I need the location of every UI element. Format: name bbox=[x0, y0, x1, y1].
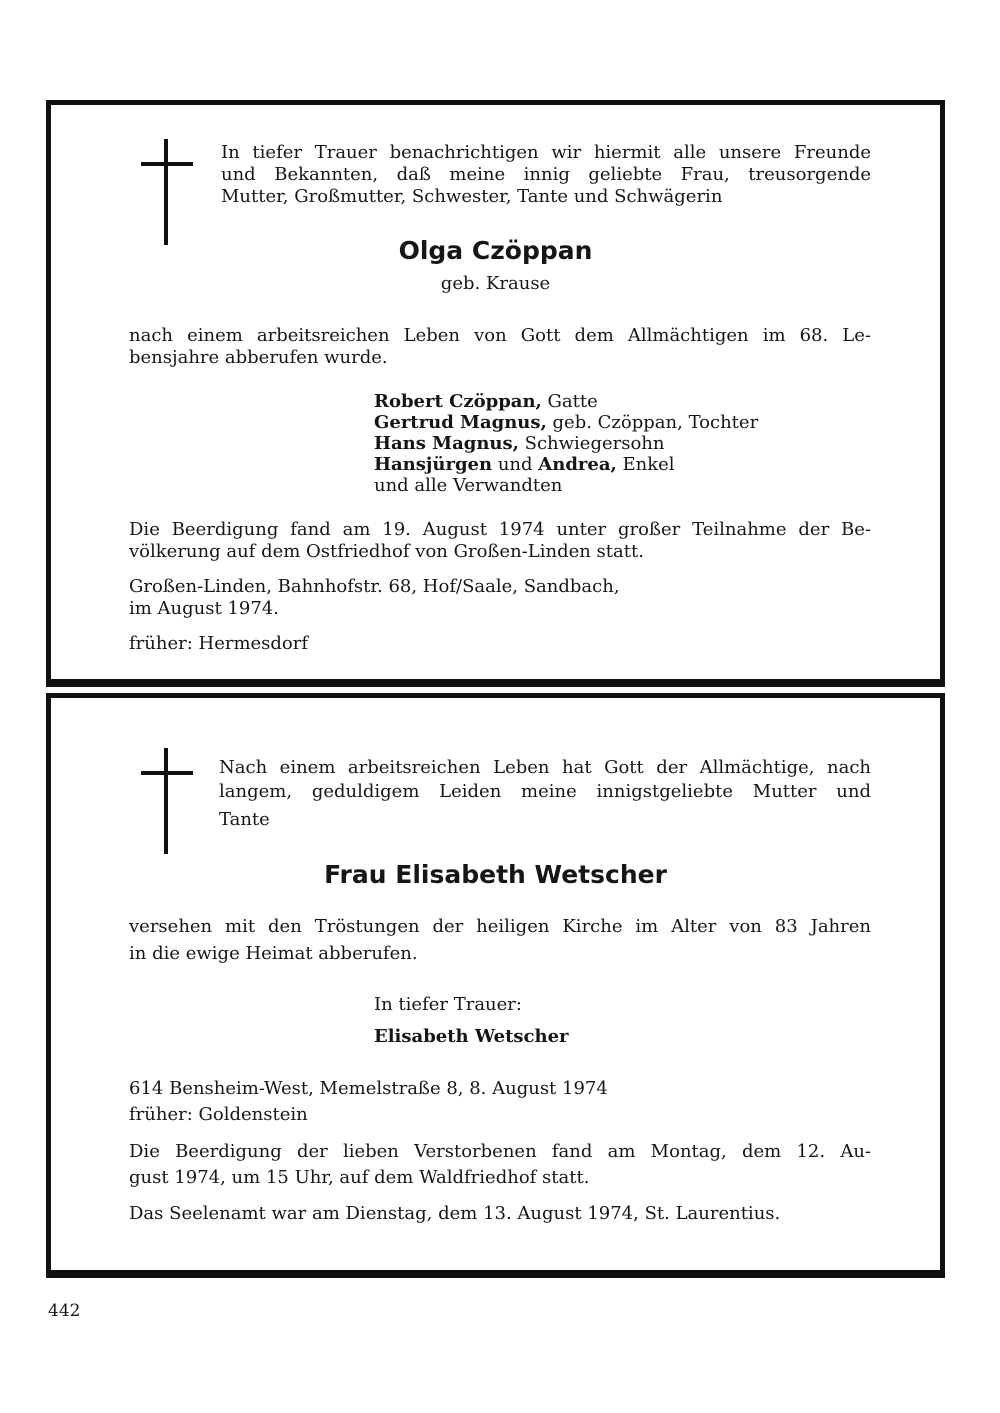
funeral-line: Die Beerdigung fand am 19. August 1974 unter großer Teilnahme der Be- bbox=[129, 519, 871, 540]
intro-line: Mutter, Großmutter, Schwester, Tante und Schwägerin bbox=[221, 186, 723, 207]
mourner-name: Elisabeth Wetscher bbox=[374, 1026, 569, 1047]
funeral-line: gust 1974, um 15 Uhr, auf dem Waldfriedhof statt. bbox=[129, 1167, 590, 1188]
body-line: in die ewige Heimat abberufen. bbox=[129, 943, 418, 964]
mourner-line: Hans Magnus, Schwiegersohn bbox=[374, 433, 665, 454]
address-line: früher: Goldenstein bbox=[129, 1104, 308, 1125]
body-line: nach einem arbeitsreichen Leben von Gott dem Allmächtigen im 68. Le- bbox=[129, 325, 871, 346]
body-line: versehen mit den Tröstungen der heiligen Kirche im Alter von 83 Jahren bbox=[129, 916, 871, 937]
intro-line: und Bekannten, daß meine innig geliebte Frau, treusorgende bbox=[221, 164, 871, 185]
intro-line: langem, geduldigem Leiden meine innigstgeliebte Mutter und bbox=[219, 781, 871, 802]
obituary-notice-czoeppan bbox=[46, 100, 945, 687]
obituary-notice-wetscher bbox=[46, 693, 945, 1278]
body-line: bensjahre abberufen wurde. bbox=[129, 347, 388, 368]
intro-line: In tiefer Trauer benachrichtigen wir hiermit alle unsere Freunde bbox=[221, 142, 871, 163]
cross-icon bbox=[141, 139, 193, 245]
mourner-line: Robert Czöppan, Gatte bbox=[374, 391, 598, 412]
place-line: Großen-Linden, Bahnhofstr. 68, Hof/Saale, Sandbach, bbox=[129, 576, 620, 597]
place-line: im August 1974. bbox=[129, 598, 279, 619]
mourner-line: und alle Verwandten bbox=[374, 475, 563, 496]
mourner-line: Gertrud Magnus, geb. Czöppan, Tochter bbox=[374, 412, 759, 433]
maiden-name: geb. Krause bbox=[440, 273, 551, 294]
mass-line: Das Seelenamt war am Dienstag, dem 13. August 1974, St. Laurentius. bbox=[129, 1203, 781, 1224]
intro-line: Tante bbox=[219, 809, 270, 830]
page-number: 442 bbox=[48, 1301, 81, 1321]
cross-icon bbox=[141, 748, 193, 854]
intro-line: Nach einem arbeitsreichen Leben hat Gott der Allmächtige, nach bbox=[219, 757, 871, 778]
funeral-line: Die Beerdigung der lieben Verstorbenen fand am Montag, dem 12. Au- bbox=[129, 1141, 871, 1162]
former-residence: früher: Hermesdorf bbox=[129, 633, 309, 654]
address-line: 614 Bensheim-West, Memelstraße 8, 8. August 1974 bbox=[129, 1078, 608, 1099]
deceased-name: Olga Czöppan bbox=[398, 236, 593, 265]
mourner-line: Hansjürgen und Andrea, Enkel bbox=[374, 454, 675, 475]
funeral-line: völkerung auf dem Ostfriedhof von Großen-Linden statt. bbox=[129, 541, 644, 562]
deceased-name: Frau Elisabeth Wetscher bbox=[324, 860, 667, 889]
mourning-label: In tiefer Trauer: bbox=[374, 994, 522, 1015]
